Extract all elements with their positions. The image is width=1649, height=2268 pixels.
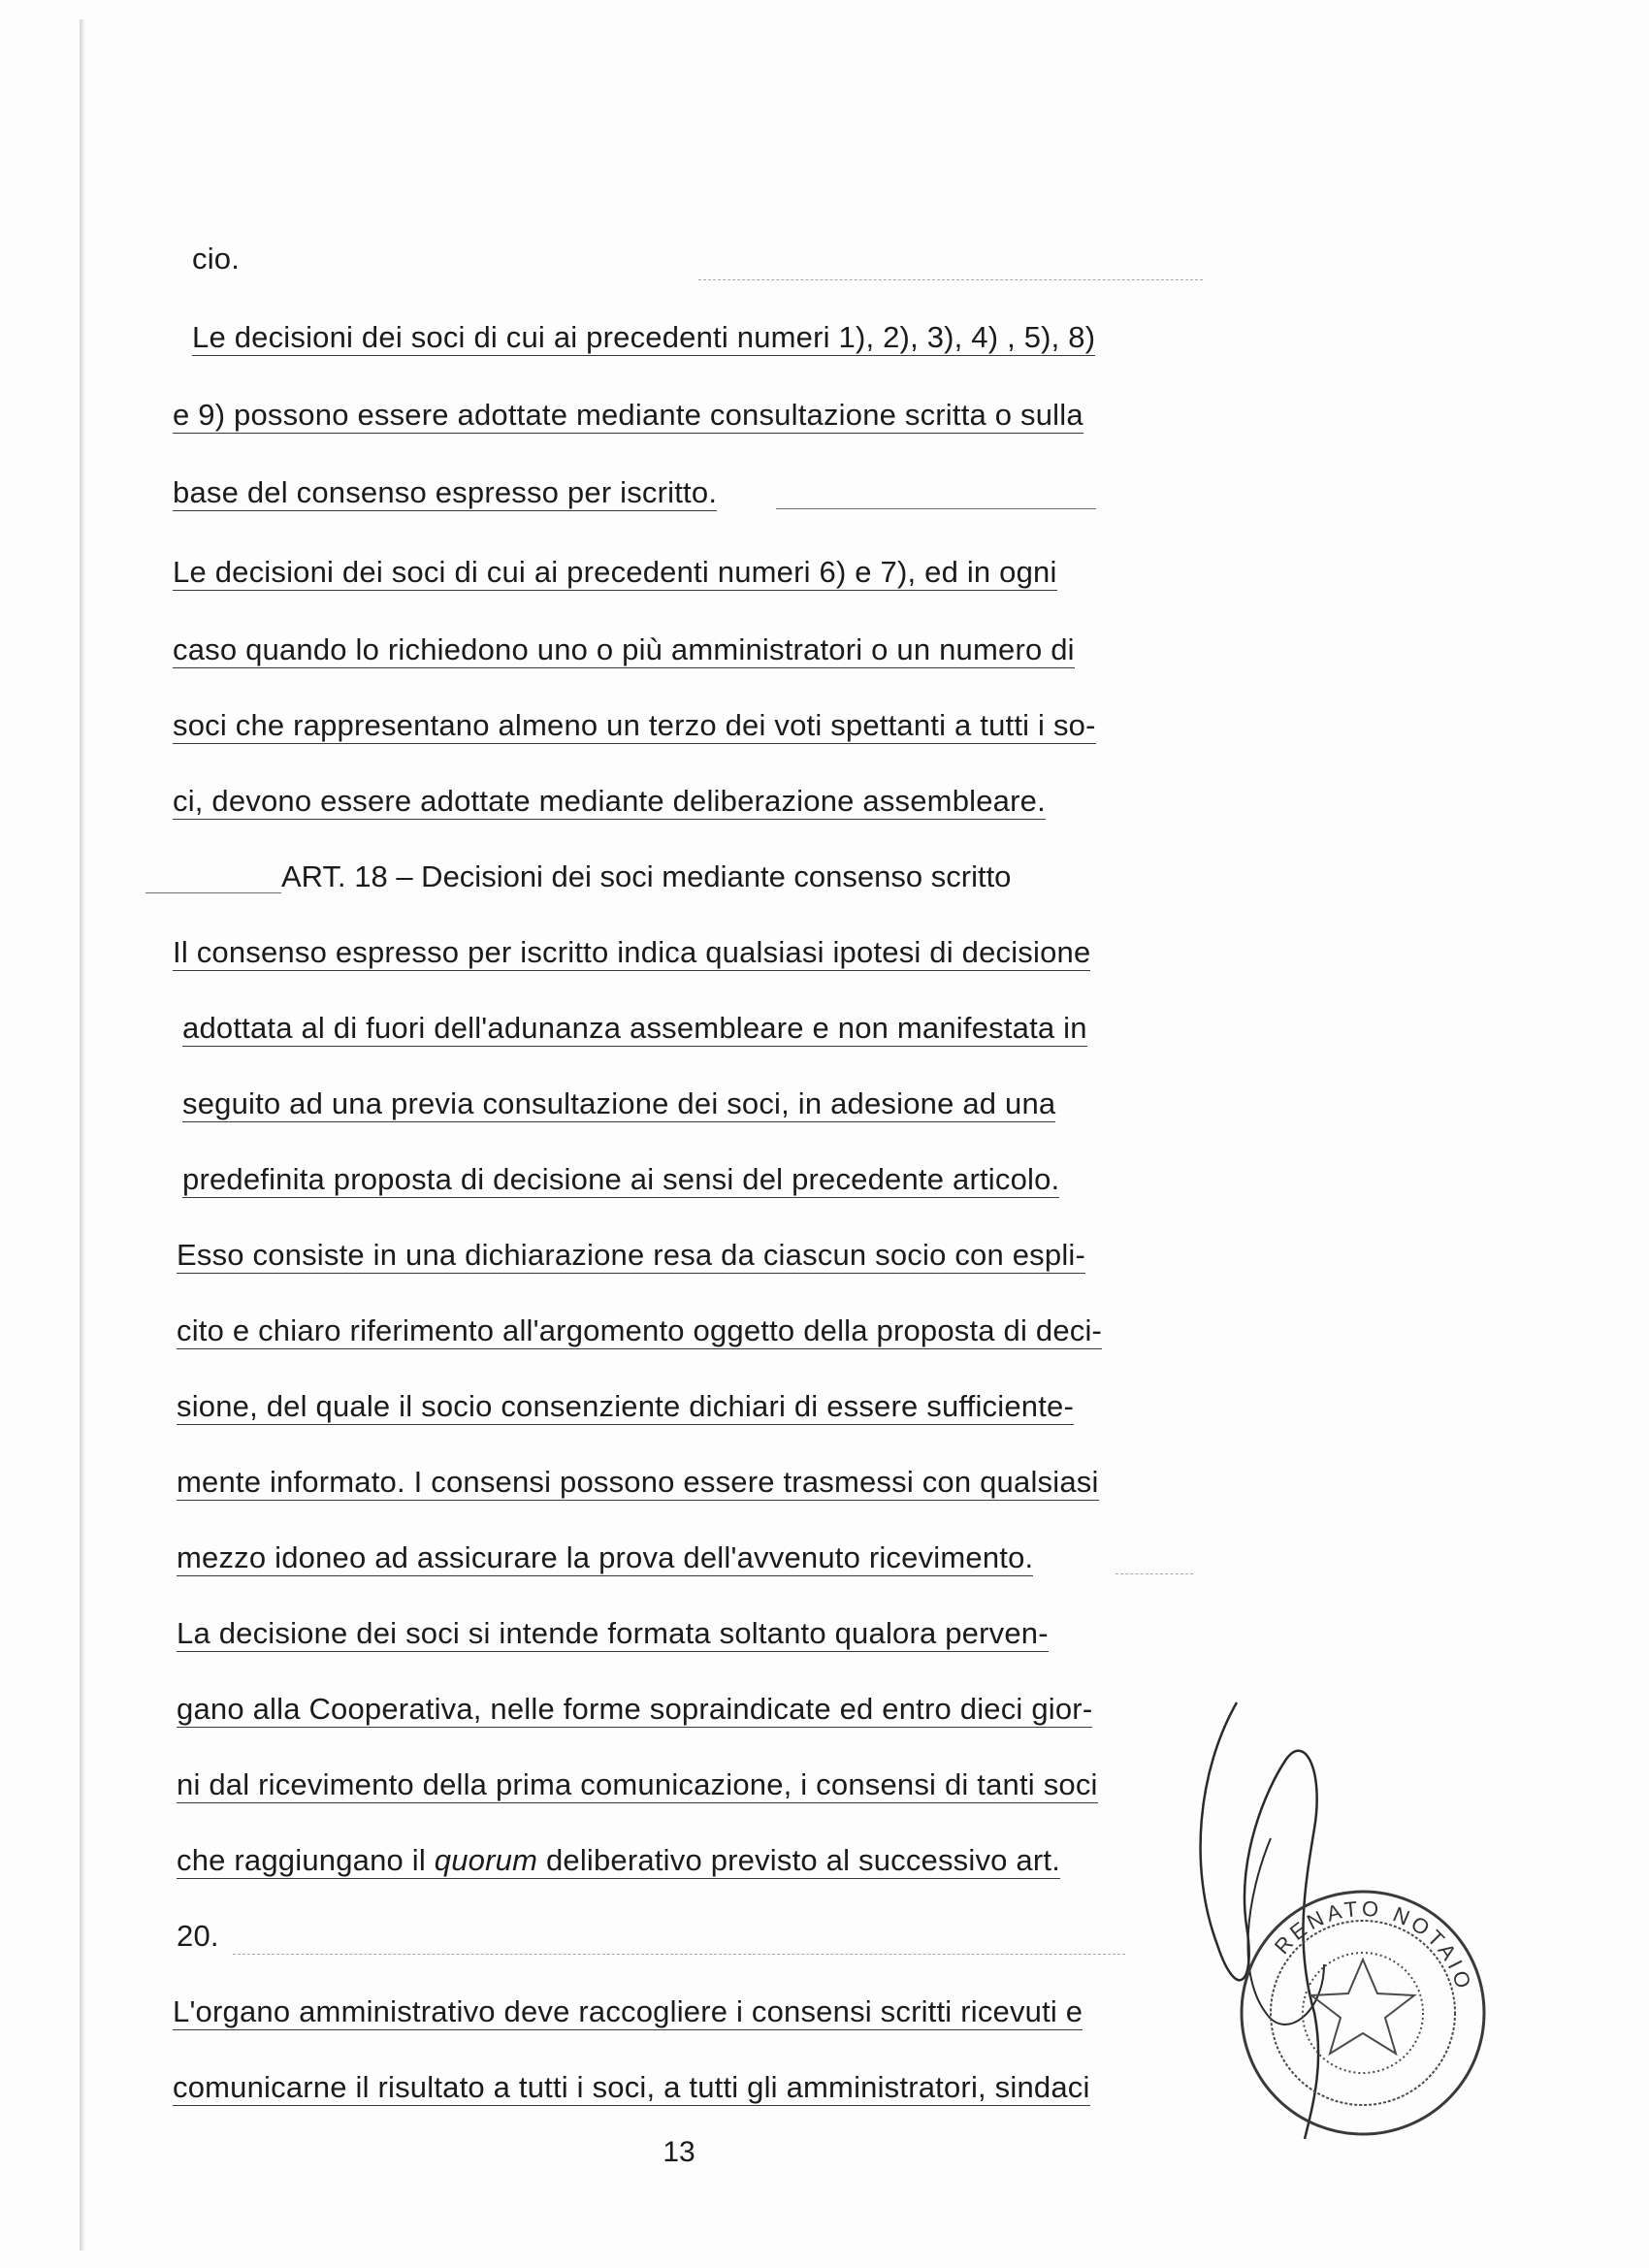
text-line: ni dal ricevimento della prima comunicazione, i consensi di tanti soci [177,1767,1098,1801]
page-edge-shadow [80,19,85,2251]
text-line: soci che rappresentano almeno un terzo dei voti spettanti a tutti i so- [173,708,1096,742]
stamp-text: RENATO NOTAIO [1269,1895,1477,1995]
text-line: ci, devono essere adottate mediante deliberazione assembleare. [173,784,1046,818]
text-line: e 9) possono essere adottate mediante consultazione scritta o sulla [173,398,1083,432]
text-line: mezzo idoneo ad assicurare la prova dell'avvenuto ricevimento. [177,1540,1034,1574]
text-line: caso quando lo richiedono uno o più amministratori o un numero di [173,632,1075,666]
page-number: 13 [663,2136,695,2168]
text-line: Esso consiste in una dichiarazione resa da ciascun socio con espli- [177,1238,1086,1272]
line-fill-rule [776,508,1096,509]
notary-stamp-signature [1179,1693,1499,2139]
text-line: gano alla Cooperativa, nelle forme sopraindicate ed entro dieci gior- [177,1692,1093,1726]
text-line: Le decisioni dei soci di cui ai precedenti numeri 1), 2), 3), 4) , 5), 8) [192,320,1096,354]
text-line: Le decisioni dei soci di cui ai precedenti numeri 6) e 7), ed in ogni [173,555,1057,589]
heading-rule-left [146,892,281,893]
text-line: La decisione dei soci si intende formata soltanto qualora perven- [177,1616,1049,1650]
text-line: seguito ad una previa consultazione dei soci, in adesione ad una [182,1086,1056,1120]
text-line: mente informato. I consensi possono essere trasmessi con qualsiasi [177,1465,1099,1499]
text-line: base del consenso espresso per iscritto. [173,475,718,509]
quorum-term: quorum [434,1843,538,1877]
text-line: cio. [192,242,241,275]
text-line: predefinita proposta di decisione ai sensi del precedente articolo. [182,1162,1060,1196]
article-heading: ART. 18 – Decisioni dei soci mediante consenso scritto [281,859,1012,893]
text-line: Il consenso espresso per iscritto indica qualsiasi ipotesi di decisione [173,935,1091,969]
dashed-rule [698,279,1203,280]
dashed-rule [233,1954,1125,1955]
text-line: adottata al di fuori dell'adunanza assembleare e non manifestata in [182,1011,1087,1045]
text-line: 20. [177,1919,219,1953]
text-line: che raggiungano il quorum deliberativo previsto al successivo art. [177,1843,1061,1877]
text-line: comunicarne il risultato a tutti i soci, a tutti gli amministratori, sindaci [173,2070,1090,2104]
text-line: L'organo amministrativo deve raccogliere i consensi scritti ricevuti e [173,1994,1083,2028]
text-line: sione, del quale il socio consenziente dichiari di essere sufficiente- [177,1389,1075,1423]
dashed-rule [1116,1573,1193,1574]
text-line: cito e chiaro riferimento all'argomento oggetto della proposta di deci- [177,1313,1103,1347]
